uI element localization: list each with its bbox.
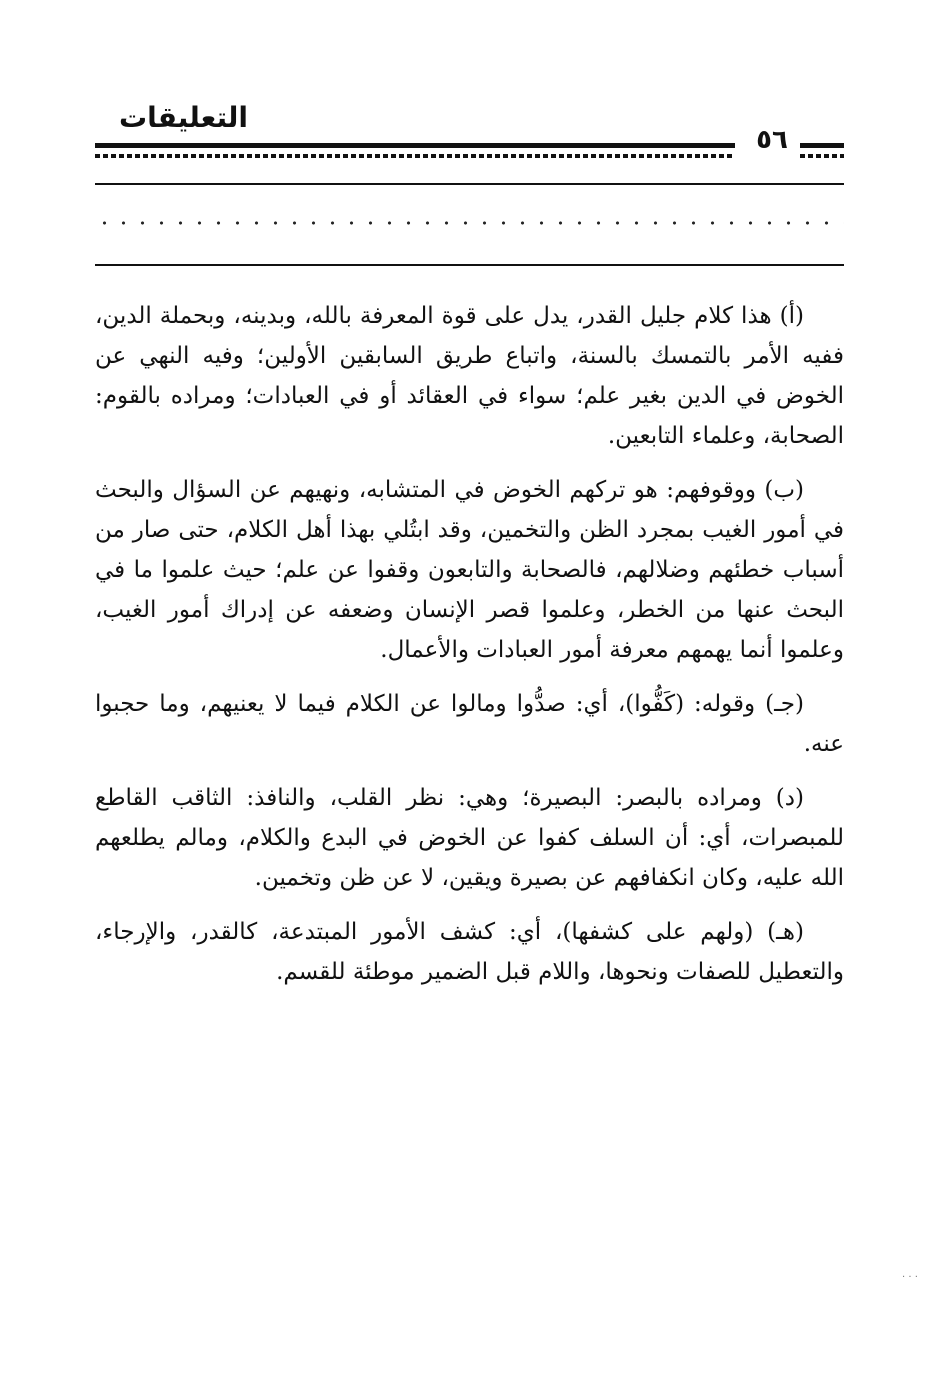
- header-rule-dashed-right: [800, 154, 844, 158]
- paragraph-a: (أ) هذا كلام جليل القدر، يدل على قوة المعرفة بالله، وبدينه، وبحملة الدين، ففيه الأمر بالتمسك بالسنة، واتباع طريق السابقين الأولين؛ وفيه النهي عن الخوض في الدين بغير علم؛ سواء في العقائد أو في العبادات؛ ومراده بالقوم: الصحابة، وعلماء التابعين.: [95, 303, 844, 449]
- separator-line-bottom: [95, 264, 844, 266]
- paragraph-c: (جـ) وقوله: (كَفُّوا)، أي: صدُّوا ومالوا عن الكلام فيما لا يعنيهم، وما حجبوا عنه.: [95, 691, 844, 757]
- paragraph-d: (د) ومراده بالبصر: البصيرة؛ وهي: نظر القلب، والنافذ: الثاقب القاطع للمبصرات، أي: أن السلف كفوا عن الخوض في البدع والكلام، ومالم يطلعهم الله عليه، وكان انكفافهم عن بصيرة ويقين، لا عن ظن وتخمين.: [95, 785, 844, 891]
- page-number: ٥٦: [756, 125, 788, 155]
- commentary-body: [95, 296, 844, 1006]
- header-rule-dashed-left: [95, 154, 735, 158]
- scan-edge-mark: · · ·: [902, 1272, 918, 1283]
- running-header-title: التعليقات: [118, 101, 248, 134]
- header-rule-thick-left: [95, 143, 735, 148]
- paragraph-b: (ب) ووقوفهم: هو تركهم الخوض في المتشابه، ونهيهم عن السؤال والبحث في أمور الغيب بمجرد الظن والتخمين، وقد ابتُلي بهذا أهل الكلام، حتى صار من أسباب خطئهم وضلالهم، فالصحابة والتابعون وقفوا عن علم؛ حيث علموا ما في البحث عنها من الخطر، وعلموا قصر الإنسان وضعفه عن إدراك أمور الغيب، وعلموا أنما يهمهم معرفة أمور العبادات والأعمال.: [95, 477, 844, 663]
- separator-line-top: [95, 183, 844, 185]
- paragraph-e: (هـ) (ولهم على كشفها)، أي: كشف الأمور المبتدعة، كالقدر، والإرجاء، والتعطيل للصفات ونحوها، واللام قبل الضمير موطئة للقسم.: [95, 919, 844, 985]
- header-rule-thick-right: [800, 143, 844, 148]
- dotted-separator: [95, 220, 844, 226]
